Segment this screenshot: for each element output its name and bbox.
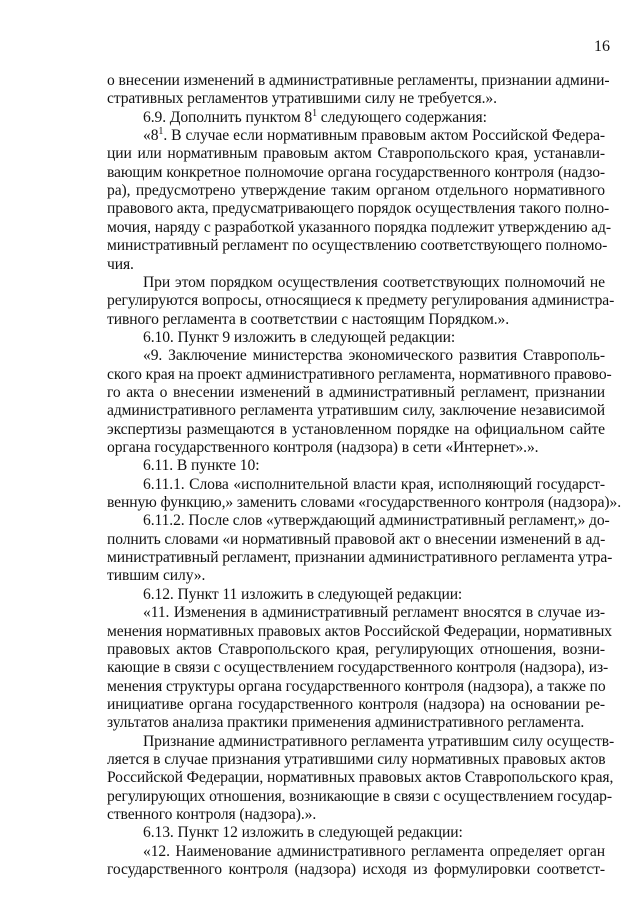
text-line xyxy=(107,677,605,697)
text-line xyxy=(107,566,605,586)
text-line xyxy=(107,144,605,164)
line-text-continued: следующего содержания: xyxy=(317,108,487,126)
text-line xyxy=(107,438,605,458)
text-line xyxy=(107,750,605,770)
line-text: ра), предусмотрено утверждение таким органом отдельного нормативного xyxy=(107,182,605,200)
line-text: Признание административного регламента утратившим силу осуществ- xyxy=(143,732,615,750)
text-line xyxy=(143,346,605,366)
line-text: Российской Федерации, нормативных правовых актов Ставропольского края, xyxy=(107,769,614,787)
line-text: ляется в случае признания утратившими силу нормативных правовых актов xyxy=(107,750,606,768)
line-text: 6.11.1. Слова «исполнительной власти края, исполняющий государст- xyxy=(143,475,605,493)
text-line xyxy=(143,842,605,862)
text-line xyxy=(107,236,608,256)
line-text: регулирующих отношения, возникающие в связи с осуществлением государ- xyxy=(107,787,612,805)
text-line xyxy=(107,805,605,825)
line-text: «8 xyxy=(143,127,159,145)
line-text: «9. Заключение министерства экономического развития Ставрополь- xyxy=(143,347,605,365)
line-text: государственного контроля (надзора) исходя из формулировки соответст- xyxy=(107,861,605,879)
text-line xyxy=(143,108,605,128)
line-text: вающим конкретное полномочие органа государственного контроля (надзо- xyxy=(107,163,605,181)
text-line xyxy=(143,475,605,495)
text-line xyxy=(107,89,605,109)
line-text: административного регламента утратившим силу, заключение независимой xyxy=(107,402,605,420)
line-text: органа государственного контроля (надзора) в сети «Интернет».». xyxy=(107,439,539,456)
line-text: министративный регламент по осуществлению соответствующего полномо- xyxy=(107,237,608,255)
text-line xyxy=(143,273,605,293)
page-number: 16 xyxy=(594,38,610,55)
line-text: При этом порядком осуществления соответствующих полномочий не xyxy=(143,273,605,291)
line-text: инициативе органа государственного контроля (надзора) на основании ре- xyxy=(107,695,605,713)
text-line xyxy=(143,126,605,146)
line-text: экспертизы размещаются в установленном порядке на официальном сайте xyxy=(107,420,605,438)
text-line xyxy=(143,328,605,348)
line-text: правовых актов Ставропольского края, регулирующих отношения, возни- xyxy=(107,640,605,658)
line-text: стративных регламентов утратившими силу не требуется.». xyxy=(107,90,497,108)
line-text: ственного контроля (надзора).». xyxy=(107,806,317,823)
line-text: мочия, наряду с разработкой указанного порядка подлежит утверждению ад- xyxy=(107,218,611,236)
text-line xyxy=(107,199,610,219)
text-line xyxy=(107,787,612,807)
line-text: 6.12. Пункт 11 изложить в следующей редакции: xyxy=(143,585,463,603)
text-line xyxy=(107,860,605,880)
text-line xyxy=(107,530,605,550)
line-text: венную функцию,» заменить словами «государственного контроля (надзора)». xyxy=(107,494,621,512)
text-line xyxy=(107,218,611,238)
text-line xyxy=(107,713,605,733)
text-line xyxy=(107,291,615,311)
text-line xyxy=(107,695,605,715)
text-line xyxy=(107,310,605,330)
line-text: тившим силу». xyxy=(107,567,206,585)
line-text: «11. Изменения в административный регламент вносятся в случае из- xyxy=(143,604,605,622)
text-line xyxy=(143,585,605,605)
line-text: 6.9. Дополнить пунктом 8 xyxy=(143,108,313,126)
text-line xyxy=(107,365,612,385)
line-text: о внесении изменений в административные регламенты, признании админи- xyxy=(107,72,610,89)
line-text: менения нормативных правовых актов Российской Федерации, нормативных xyxy=(107,622,612,640)
text-line xyxy=(107,401,605,421)
text-line xyxy=(107,163,605,183)
text-line xyxy=(107,255,605,275)
text-line xyxy=(143,456,605,476)
text-line xyxy=(107,548,613,568)
line-text: ского края на проект административного регламента, нормативного правово- xyxy=(107,365,612,383)
line-text: полнить словами «и нормативный правовой акт о внесении изменений в ад- xyxy=(107,530,606,548)
text-line xyxy=(107,420,605,440)
text-line xyxy=(107,640,605,660)
text-line xyxy=(143,511,610,531)
line-text: го акта о внесении изменений в административный регламент, признании xyxy=(107,383,605,401)
line-text: правового акта, предусматривающего порядок осуществления такого полно- xyxy=(107,200,610,218)
line-text: менения структуры органа государственного контроля (надзора), а также по xyxy=(107,677,606,695)
line-text: регулируются вопросы, относящиеся к предмету регулирования администра- xyxy=(107,292,615,310)
line-text: 6.10. Пункт 9 изложить в следующей редакции: xyxy=(143,328,456,346)
superscript: 1 xyxy=(158,126,164,138)
text-line xyxy=(143,732,615,752)
text-line xyxy=(107,493,621,513)
line-text: 6.11. В пункте 10: xyxy=(143,457,260,475)
text-line xyxy=(107,658,609,678)
line-text: 6.11.2. После слов «утверждающий административный регламент,» до- xyxy=(143,512,610,530)
line-text: «12. Наименование административного регламента определяет орган xyxy=(143,842,605,860)
line-text: 6.13. Пункт 12 изложить в следующей редакции: xyxy=(143,824,463,842)
text-line xyxy=(107,383,605,403)
text-line xyxy=(107,768,614,788)
line-text: министративный регламент, признании административного регламента утра- xyxy=(107,549,613,567)
text-line xyxy=(143,823,605,843)
text-line xyxy=(107,181,605,201)
line-text: тивного регламента в соответствии с настоящим Порядком.». xyxy=(107,310,510,328)
line-text: чия. xyxy=(107,255,134,273)
line-text: ции или нормативным правовым актом Ставропольского края, устанавли- xyxy=(107,145,605,163)
line-text: кающие в связи с осуществлением государственного контроля (надзора), из- xyxy=(107,659,609,677)
line-text-continued: . В случае если нормативным правовым актом Российской Федера- xyxy=(163,127,605,145)
superscript: 1 xyxy=(312,107,317,119)
text-line xyxy=(107,71,610,91)
text-line xyxy=(143,603,605,623)
text-line xyxy=(107,622,612,642)
line-text: зультатов анализа практики применения административного регламента. xyxy=(107,714,585,732)
